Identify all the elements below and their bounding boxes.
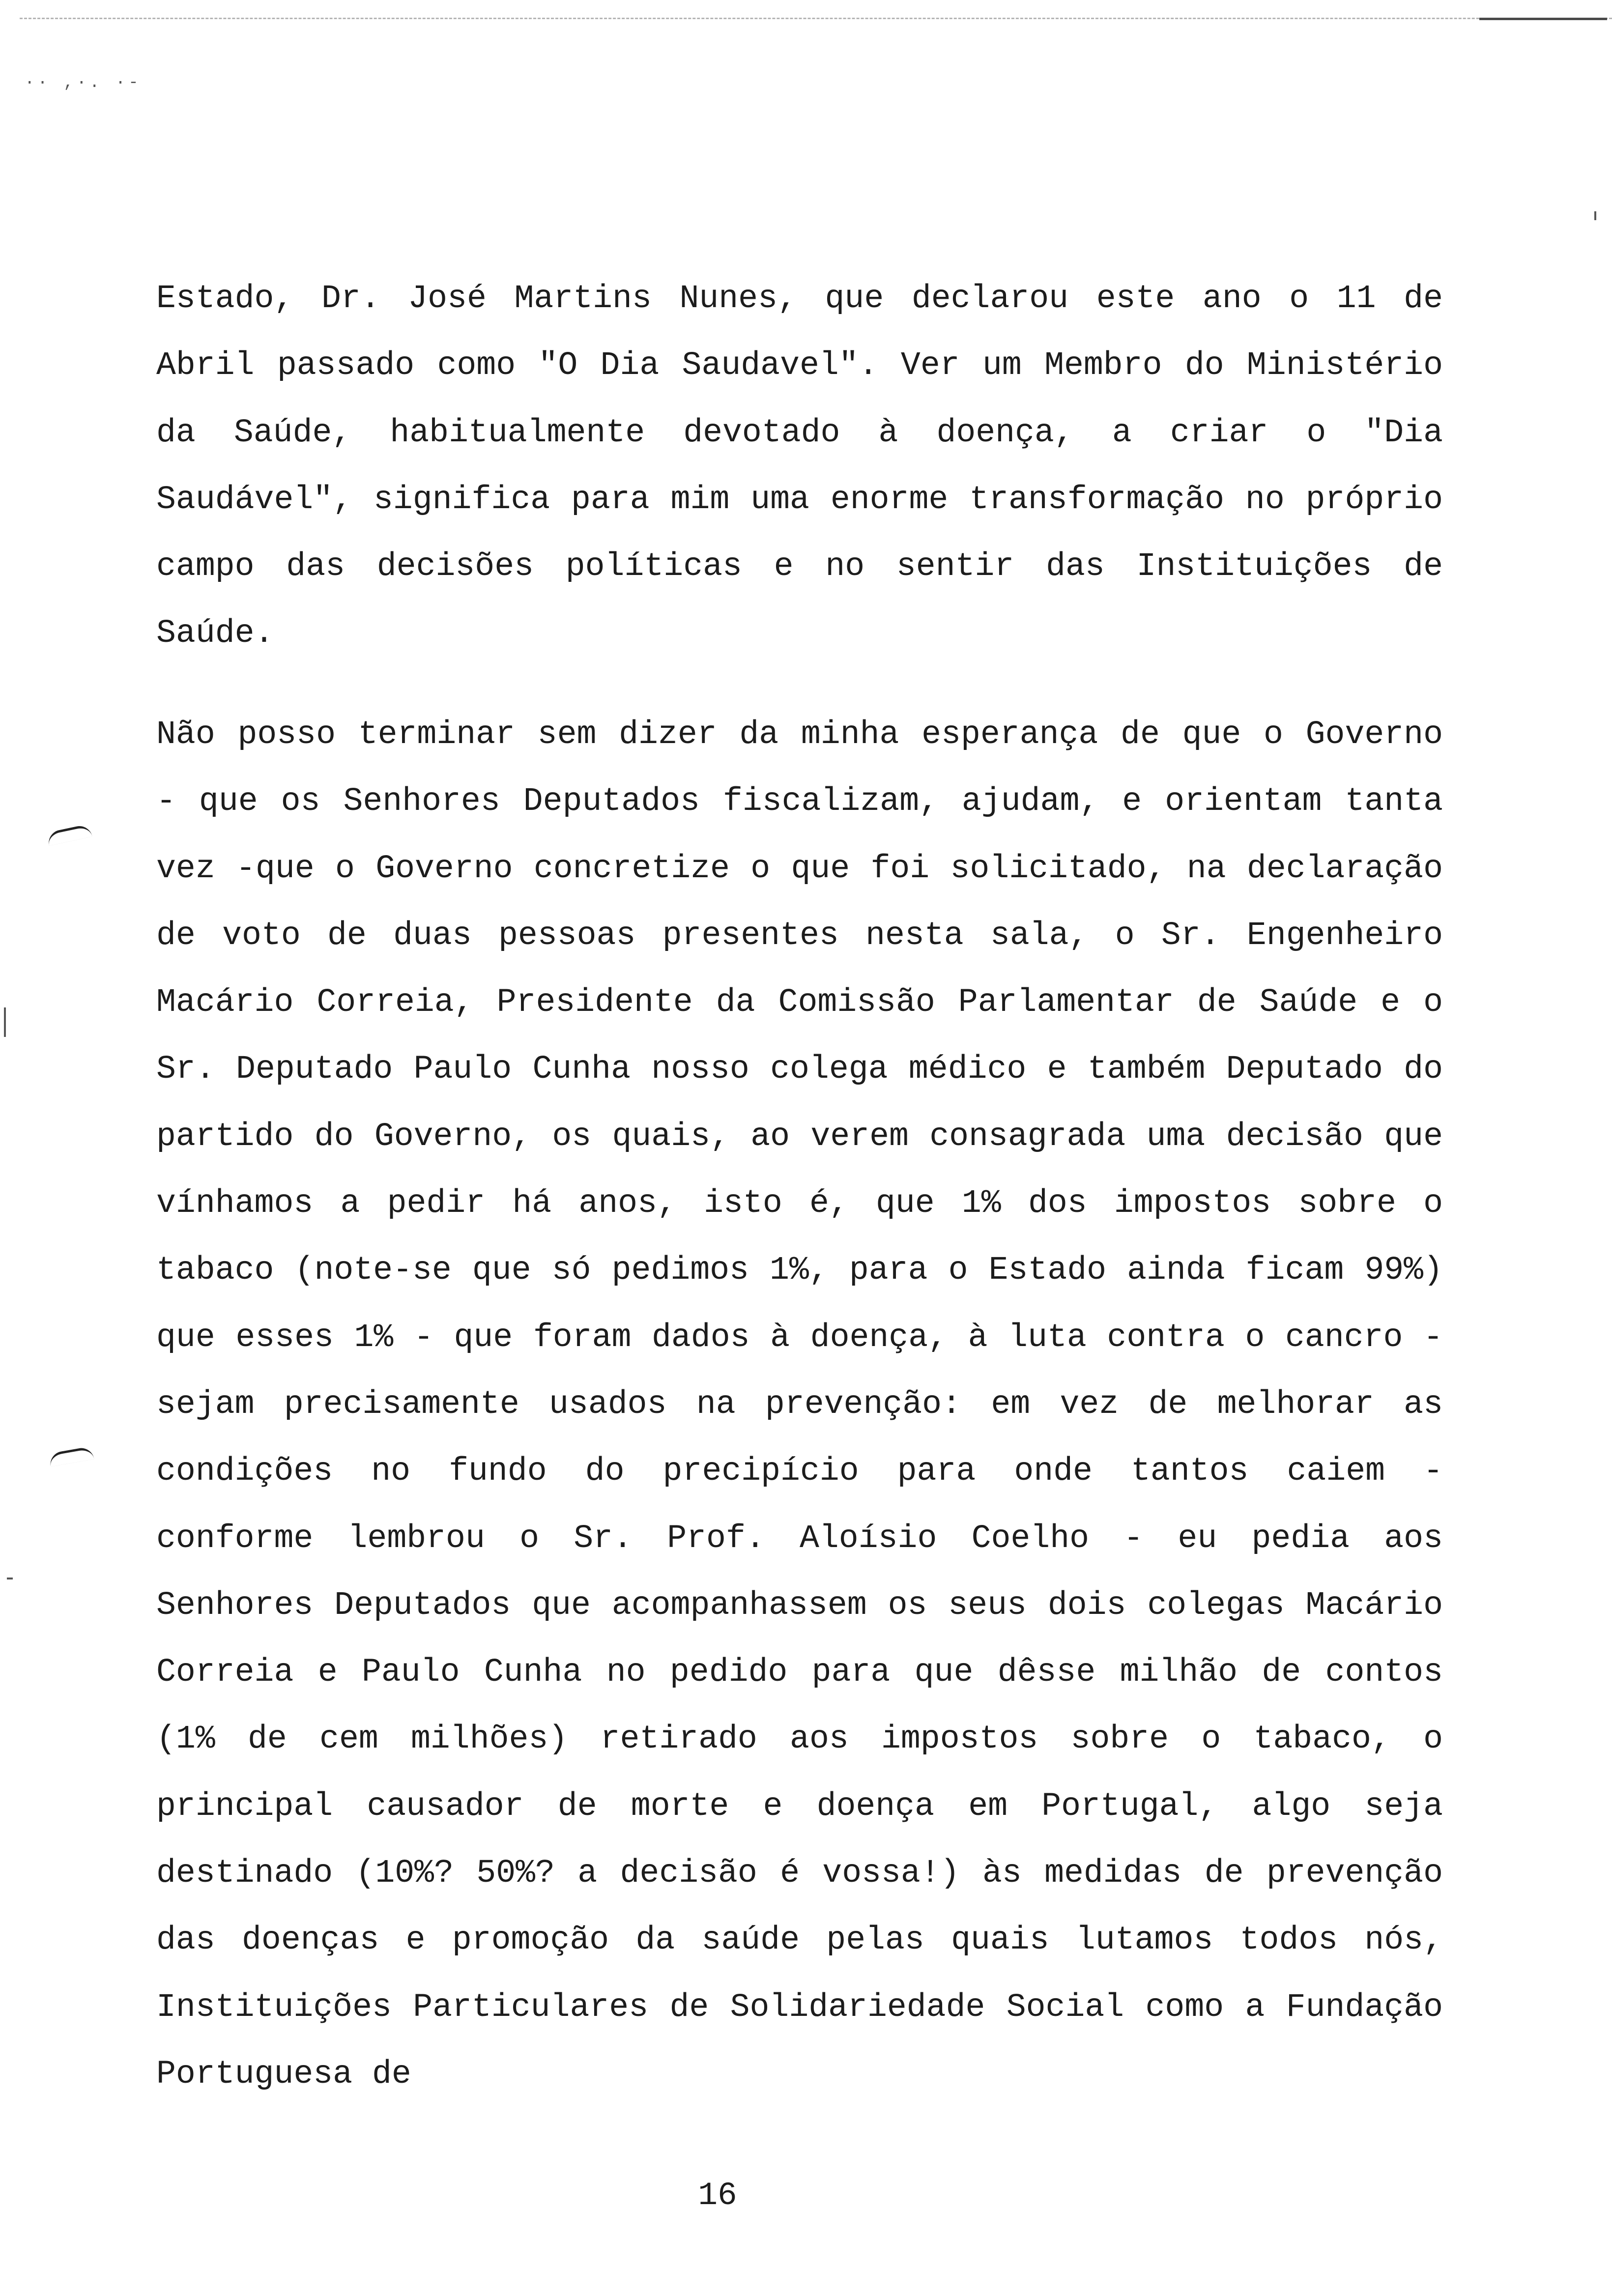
paragraph: Não posso terminar sem dizer da minha esperança de que o Governo - que os Senhores Deputados fiscalizam, ajudam, e orientam tanta vez -que o Governo concretize o que foi solicitado, na declaração de voto de duas pessoas presentes nesta sala, o Sr. Engenheiro Macário Correia, Presidente da Comissão Parlamentar de Saúde e o Sr. Deputado Paulo Cunha nosso colega médico e também Deputado do partido do Governo, os quais, ao verem consagrada uma decisão que vínhamos a pedir há anos, isto é, que 1% dos impostos sobre o tabaco (note-se que só pedimos 1%, para o Estado ainda ficam 99%) que esses 1% - que foram dados à doença, à luta contra o cancro -sejam precisamente usados na prevenção: em vez de melhorar as condições no fundo do precipício para onde tantos caiem - conforme lembrou o Sr. Prof. Aloísio Coelho - eu pedia aos Senhores Deputados que acompanhassem os seus dois colegas Macário Correia e Paulo Cunha no pedido para que dêsse milhão de contos (1% de cem milhões) retirado aos impostos sobre o tabaco, o principal causador de morte e doença em Portugal, algo seja destinado (10%? 50%? a decisão é vossa!) às medidas de prevenção das doenças e promoção da saúde pelas quais lutamos todos nós, Instituições Particulares de Solidariedade Social como a Fundação Portuguesa de [156,716,1443,2093]
page-number: 16 [698,2177,737,2214]
margin-tick [4,1007,6,1037]
margin-annotation-mark [48,1446,94,1466]
scan-edge-line-dark [1479,18,1607,20]
margin-annotation-mark [46,824,92,846]
paragraph: Estado, Dr. José Martins Nunes, que declarou este ano o 11 de Abril passado como "O Dia Saudavel". Ver um Membro do Ministério da Saúde, habitualmente devotado à doença, a criar o "Dia Saudável", significa para mim uma enorme transformação no próprio campo das decisões políticas e no sentir das Instituições de Saúde. [156,280,1443,652]
margin-tick [1594,211,1596,220]
margin-tick [7,1578,13,1579]
corner-scan-mark: ·· ,·. ·- [25,74,142,92]
scan-edge-line [20,18,1612,19]
